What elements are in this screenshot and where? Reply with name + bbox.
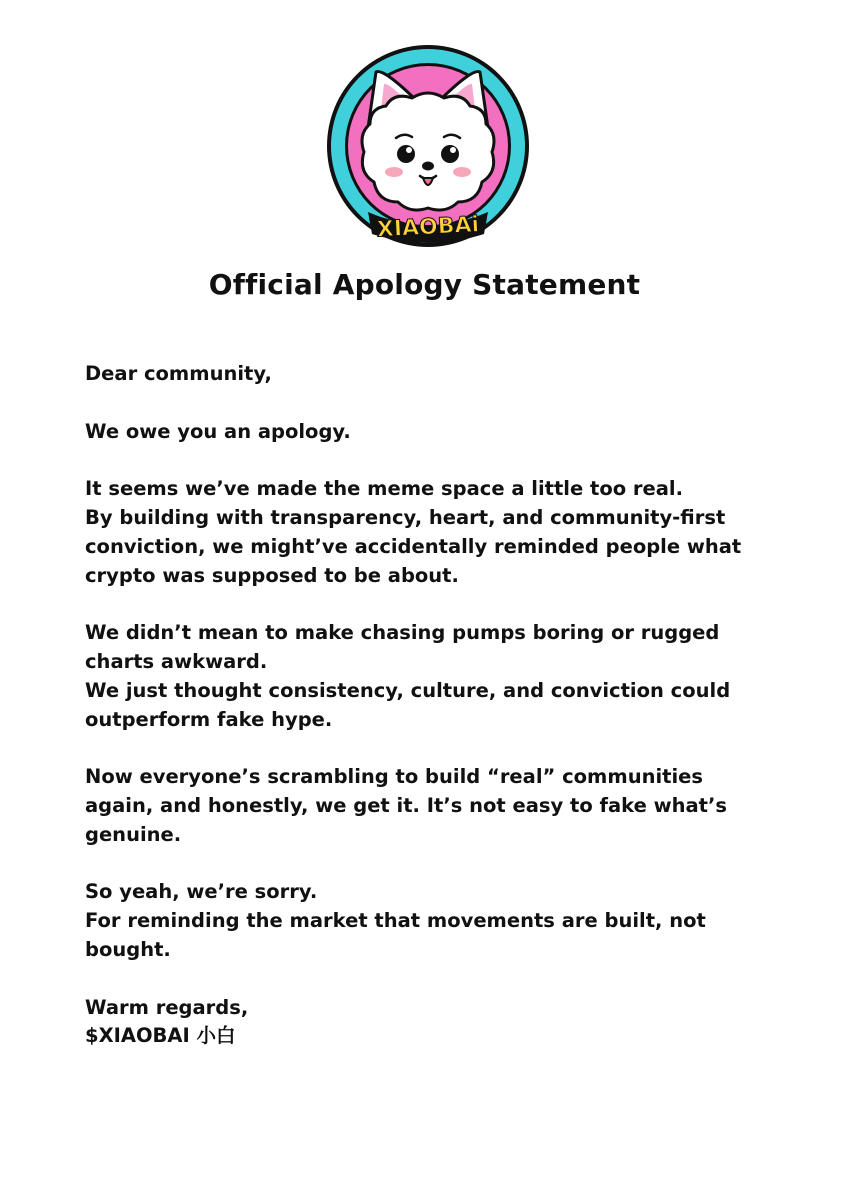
text-line: It seems we’ve made the meme space a little too real.: [85, 477, 684, 501]
paragraph-sorry: [85, 878, 785, 964]
text-line: genuine.: [85, 822, 182, 846]
paragraph-gap: [85, 850, 785, 879]
text-line: again, and honestly, we get it. It’s not easy to fake what’s: [85, 793, 728, 817]
svg-text:XIAOBAi: XIAOBAi: [376, 212, 480, 243]
text-line: We didn’t mean to make chasing pumps boring or rugged: [85, 621, 720, 645]
paragraph-apology: [85, 418, 785, 447]
letter-body: [85, 360, 785, 1051]
paragraph-meme-space: [85, 475, 785, 590]
paragraph-gap: [85, 389, 785, 418]
paragraph-gap: [85, 965, 785, 994]
xiaobai-dog-logo-icon: [324, 42, 532, 250]
text-line: crypto was supposed to be about.: [85, 563, 459, 587]
paragraph-gap: [85, 590, 785, 619]
text-line: We just thought consistency, culture, and conviction could: [85, 678, 731, 702]
signature: $XIAOBAI 小白: [85, 1024, 236, 1048]
paragraph-communities: [85, 763, 785, 849]
text-line: For reminding the market that movements are built, not: [85, 909, 706, 933]
paragraph-gap: [85, 446, 785, 475]
paragraph-greeting: [85, 360, 785, 389]
text-line: conviction, we might’ve accidentally reminded people what: [85, 534, 742, 558]
text-line: outperform fake hype.: [85, 707, 333, 731]
text-line: charts awkward.: [85, 649, 268, 673]
text-line: So yeah, we’re sorry.: [85, 880, 318, 904]
paragraph-pumps: [85, 619, 785, 734]
paragraph-gap: [85, 734, 785, 763]
paragraph-signoff: [85, 994, 785, 1052]
text-line: bought.: [85, 937, 171, 961]
text-line: We owe you an apology.: [85, 419, 351, 443]
page-title: Official Apology Statement: [208, 268, 641, 301]
text-line: Warm regards,: [85, 995, 249, 1019]
text-line: Now everyone’s scrambling to build “real” communities: [85, 765, 703, 789]
text-line: Dear community,: [85, 362, 272, 385]
text-line: By building with transparency, heart, and community-first: [85, 505, 726, 529]
